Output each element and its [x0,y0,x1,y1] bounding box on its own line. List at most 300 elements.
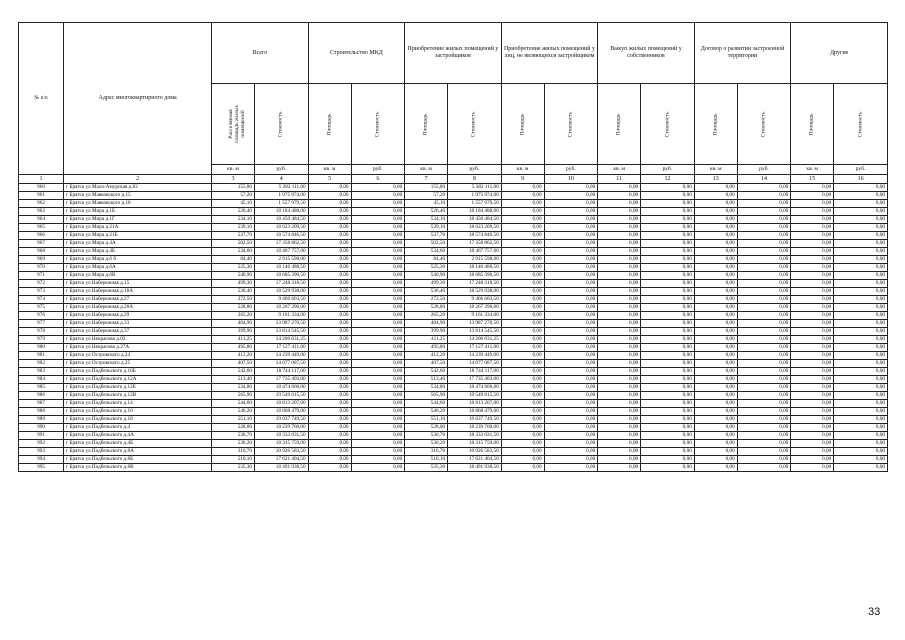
table-row [19,208,888,216]
row-cost-total: 18 450 484,50 [254,216,308,224]
row-value: 0,00 [544,440,598,448]
row-value: 0,00 [501,408,544,416]
row-value: 0,00 [737,232,791,240]
table-row [19,240,888,248]
row-value: 0,00 [598,280,641,288]
row-number: 991 [19,432,64,440]
header-cost: Стоимость [834,84,888,165]
row-number: 975 [19,304,64,312]
row-area-developer: 499,30 [405,280,448,288]
row-value: 0,00 [501,248,544,256]
table-row [19,200,888,208]
row-area-total: 526,40 [212,208,255,216]
row-value: 0,00 [351,224,405,232]
row-area-total: 411,25 [212,336,255,344]
row-address: г Братск ул Набережная д.33 [64,320,212,328]
row-value: 0,00 [737,424,791,432]
row-value: 0,00 [737,328,791,336]
row-value: 0,00 [737,312,791,320]
row-address: г Братск ул Маяковского д.15 [64,192,212,200]
row-value: 0,00 [351,344,405,352]
row-cost-developer: 18 813 207,00 [448,400,502,408]
row-number: 966 [19,232,64,240]
row-value: 0,00 [641,208,695,216]
row-area-developer: 530,70 [405,432,448,440]
row-value: 0,00 [598,368,641,376]
row-value: 0,00 [694,408,737,416]
row-value: 0,00 [544,224,598,232]
row-cost-developer: 18 239 760,00 [448,424,502,432]
row-cost-total: 18 239 760,00 [254,424,308,432]
row-value: 0,00 [641,280,695,288]
row-area-total: 540,90 [212,272,255,280]
row-cost-developer: 10 926 583,50 [448,448,502,456]
header-group-development-contract: Договор о развитии застроенной территории [694,23,791,84]
header-group-buyout: Выкуп жилых помещений у собственников [598,23,695,84]
row-value: 0,00 [598,264,641,272]
table-body [19,184,888,472]
row-value: 0,00 [501,216,544,224]
row-number: 963 [19,208,64,216]
row-number: 987 [19,400,64,408]
row-number: 960 [19,184,64,192]
row-address: г Братск ул Мира д.4А [64,240,212,248]
row-value: 0,00 [791,440,834,448]
row-value: 0,00 [694,320,737,328]
row-cost-total: 18 491 938,50 [254,464,308,472]
row-area-developer: 155,80 [405,184,448,192]
row-value: 0,00 [501,400,544,408]
row-value: 0,00 [544,320,598,328]
row-value: 0,00 [544,448,598,456]
table-row [19,432,888,440]
row-address: г Братск ул Набережная д.37 [64,328,212,336]
header-group-purchase-developer: Приобретение жилых помещений у застройщиков [405,23,502,84]
row-value: 0,00 [598,456,641,464]
row-cost-developer: 13 987 270,50 [448,320,502,328]
row-cost-developer: 14 239 449,00 [448,352,502,360]
row-value: 0,00 [308,272,351,280]
row-value: 0,00 [737,384,791,392]
row-value: 0,00 [737,456,791,464]
row-cost-developer: 18 623 209,50 [448,224,502,232]
row-value: 0,00 [694,368,737,376]
row-value: 0,00 [598,360,641,368]
header-cost: Стоимость [448,84,502,165]
row-number: 977 [19,320,64,328]
row-value: 0,00 [351,352,405,360]
row-area-developer: 411,25 [405,336,448,344]
row-value: 0,00 [737,184,791,192]
row-value: 0,00 [544,272,598,280]
row-value: 0,00 [737,240,791,248]
row-cost-developer: 19 037 749,50 [448,416,502,424]
row-value: 0,00 [308,360,351,368]
row-area-developer: 412,20 [405,352,448,360]
row-number: 971 [19,272,64,280]
column-number: 15 [791,175,834,184]
row-value: 0,00 [641,248,695,256]
row-cost-developer: 5 382 111,00 [448,184,502,192]
row-value: 0,00 [694,192,737,200]
row-value: 0,00 [694,432,737,440]
row-value: 0,00 [351,376,405,384]
row-value: 0,00 [501,384,544,392]
row-value: 0,00 [834,224,888,232]
row-value: 0,00 [544,240,598,248]
column-number: 6 [351,175,405,184]
row-value: 0,00 [641,368,695,376]
row-value: 0,00 [834,312,888,320]
row-area-developer: 495,80 [405,344,448,352]
row-address: г Братск ул Набережная д.27 [64,296,212,304]
row-address: г Братск ул Мира д.6А [64,264,212,272]
row-value: 0,00 [737,280,791,288]
row-area-total: 539,10 [212,224,255,232]
row-address: г Братск ул Подбельского д.18 [64,416,212,424]
row-value: 0,00 [501,296,544,304]
row-cost-developer: 18 474 666,00 [448,384,502,392]
row-number: 992 [19,440,64,448]
row-value: 0,00 [351,368,405,376]
row-value: 0,00 [641,376,695,384]
table-row [19,296,888,304]
row-value: 0,00 [598,192,641,200]
row-value: 0,00 [501,312,544,320]
table-row [19,392,888,400]
row-value: 0,00 [308,208,351,216]
row-value: 0,00 [791,360,834,368]
row-value: 0,00 [791,344,834,352]
row-cost-total: 18 184 488,00 [254,208,308,216]
row-area-developer: 551,10 [405,416,448,424]
table-row [19,440,888,448]
row-value: 0,00 [834,456,888,464]
table-row [19,216,888,224]
row-cost-developer: 17 735 403,00 [448,376,502,384]
row-value: 0,00 [308,376,351,384]
row-value: 0,00 [544,424,598,432]
row-address: г Братск ул Маяковского д.18 [64,200,212,208]
table-row [19,376,888,384]
row-address: г Братск ул Подбельского д.14 [64,400,212,408]
row-cost-total: 18 267 396,00 [254,304,308,312]
unit-cost: руб. [351,165,405,175]
table-row [19,232,888,240]
row-value: 0,00 [834,192,888,200]
row-value: 0,00 [791,400,834,408]
row-value: 0,00 [351,416,405,424]
row-value: 0,00 [308,184,351,192]
header-group-purchase-non-developer: Приобретение жилых помещений у лиц, не являющихся застройщиком [501,23,598,84]
row-cost-total: 19 549 015,50 [254,392,308,400]
row-cost-developer: 19 549 015,50 [448,392,502,400]
row-value: 0,00 [694,288,737,296]
row-area-total: 534,60 [212,248,255,256]
row-value: 0,00 [308,448,351,456]
row-value: 0,00 [834,296,888,304]
row-value: 0,00 [351,200,405,208]
row-value: 0,00 [351,288,405,296]
row-value: 0,00 [834,376,888,384]
table-row [19,464,888,472]
row-value: 0,00 [641,240,695,248]
row-value: 0,00 [737,368,791,376]
row-cost-developer: 17 248 318,50 [448,280,502,288]
row-value: 0,00 [351,216,405,224]
row-value: 0,00 [641,288,695,296]
row-number: 994 [19,456,64,464]
row-value: 0,00 [791,272,834,280]
row-cost-total: 10 926 583,50 [254,448,308,456]
row-value: 0,00 [641,432,695,440]
row-value: 0,00 [694,360,737,368]
row-value: 0,00 [694,312,737,320]
row-cost-total: 5 382 111,00 [254,184,308,192]
row-value: 0,00 [351,296,405,304]
page-number: 33 [868,606,881,618]
row-address: г Братск ул Подбельского д.4 [64,424,212,432]
header-cost: Стоимость [737,84,791,165]
row-area-developer: 565,90 [405,392,448,400]
row-value: 0,00 [598,392,641,400]
row-address: г Братск ул Набережная д.29 [64,312,212,320]
row-address: г Братск ул Мира д.1Г [64,216,212,224]
row-number: 976 [19,312,64,320]
row-value: 0,00 [834,416,888,424]
row-value: 0,00 [834,400,888,408]
row-area-developer: 265,20 [405,312,448,320]
unit-area: кв. м [501,165,544,175]
row-area-total: 525,30 [212,264,255,272]
row-area-total: 510,10 [212,456,255,464]
row-area-developer: 513,40 [405,376,448,384]
row-value: 0,00 [598,320,641,328]
row-cost-total: 17 248 318,50 [254,280,308,288]
header-address: Адрес многоквартирного дома [64,23,212,175]
row-number: 982 [19,360,64,368]
row-value: 0,00 [791,392,834,400]
row-area-total: 155,80 [212,184,255,192]
row-area-developer: 407,50 [405,360,448,368]
row-value: 0,00 [598,200,641,208]
row-value: 0,00 [598,184,641,192]
row-value: 0,00 [791,256,834,264]
unit-cost: руб. [254,165,308,175]
row-value: 0,00 [791,248,834,256]
row-value: 0,00 [641,328,695,336]
row-area-developer: 528,00 [405,424,448,432]
row-address: г Братск ул Подбельского д.12А [64,376,212,384]
row-value: 0,00 [501,192,544,200]
row-cost-total: 14 206 631,25 [254,336,308,344]
column-number: 8 [448,175,502,184]
row-value: 0,00 [598,352,641,360]
row-value: 0,00 [694,280,737,288]
column-number-row [19,175,888,184]
row-number: 967 [19,240,64,248]
row-number: 981 [19,352,64,360]
row-value: 0,00 [791,376,834,384]
row-value: 0,00 [501,288,544,296]
unit-cost: руб. [834,165,888,175]
row-number: 995 [19,464,64,472]
table-row [19,336,888,344]
column-number: 16 [834,175,888,184]
row-value: 0,00 [641,232,695,240]
column-number: 12 [641,175,695,184]
row-value: 0,00 [598,224,641,232]
table-row [19,272,888,280]
row-value: 0,00 [308,352,351,360]
header-cost: Стоимость [641,84,695,165]
row-area-developer: 530,20 [405,440,448,448]
header-area: Площадь [791,84,834,165]
row-value: 0,00 [544,216,598,224]
row-cost-developer: 17 621 404,50 [448,456,502,464]
row-value: 0,00 [308,384,351,392]
row-value: 0,00 [834,464,888,472]
table-row [19,184,888,192]
row-cost-developer: 1 557 979,50 [448,200,502,208]
column-number: 14 [737,175,791,184]
row-address: г Братск ул Подбельского д.12В [64,392,212,400]
row-cost-total: 18 315 759,00 [254,440,308,448]
row-value: 0,00 [834,360,888,368]
table-row [19,320,888,328]
row-area-total: 546,20 [212,408,255,416]
row-value: 0,00 [791,304,834,312]
row-value: 0,00 [694,376,737,384]
row-value: 0,00 [737,464,791,472]
row-value: 0,00 [501,360,544,368]
row-value: 0,00 [598,432,641,440]
row-area-total: 537,70 [212,232,255,240]
table-row [19,280,888,288]
row-value: 0,00 [737,392,791,400]
row-value: 0,00 [308,368,351,376]
header-group-other: Другие [791,23,888,84]
row-value: 0,00 [544,280,598,288]
row-cost-developer: 18 685 390,50 [448,272,502,280]
row-area-total: 404,90 [212,320,255,328]
column-number: 3 [212,175,255,184]
row-area-developer: 540,90 [405,272,448,280]
row-value: 0,00 [834,240,888,248]
row-value: 0,00 [791,352,834,360]
row-value: 0,00 [737,304,791,312]
row-value: 0,00 [351,272,405,280]
row-cost-total: 2 915 598,00 [254,256,308,264]
row-value: 0,00 [737,352,791,360]
row-number: 986 [19,392,64,400]
row-value: 0,00 [737,432,791,440]
row-value: 0,00 [834,184,888,192]
row-value: 0,00 [351,312,405,320]
row-value: 0,00 [501,376,544,384]
row-value: 0,00 [544,288,598,296]
row-value: 0,00 [737,376,791,384]
row-number: 962 [19,200,64,208]
row-value: 0,00 [641,384,695,392]
row-cost-total: 1 557 979,50 [254,200,308,208]
unit-area: кв. м [308,165,351,175]
row-value: 0,00 [501,464,544,472]
row-number: 973 [19,288,64,296]
row-value: 0,00 [598,288,641,296]
row-address: г Братск ул Набережная д.15 [64,280,212,288]
row-value: 0,00 [834,216,888,224]
row-address: г Братск ул Подбельского д.8В [64,464,212,472]
column-number: 5 [308,175,351,184]
row-address: г Братск ул Подбельского д.16 [64,408,212,416]
row-value: 0,00 [501,424,544,432]
row-cost-developer: 18 529 938,00 [448,288,502,296]
row-value: 0,00 [641,424,695,432]
row-number: 968 [19,248,64,256]
row-value: 0,00 [351,456,405,464]
row-value: 0,00 [544,416,598,424]
row-value: 0,00 [641,360,695,368]
header-cost: Стоимость [351,84,405,165]
table-row [19,192,888,200]
row-value: 0,00 [834,384,888,392]
row-area-developer: 510,10 [405,456,448,464]
header-area: Площадь [694,84,737,165]
row-value: 0,00 [544,432,598,440]
column-number: 13 [694,175,737,184]
row-value: 0,00 [308,464,351,472]
table-row [19,264,888,272]
row-value: 0,00 [694,336,737,344]
row-value: 0,00 [694,296,737,304]
row-cost-total: 18 813 207,00 [254,400,308,408]
row-value: 0,00 [737,192,791,200]
row-value: 0,00 [737,296,791,304]
row-value: 0,00 [351,392,405,400]
row-value: 0,00 [791,184,834,192]
row-area-total: 502,50 [212,240,255,248]
row-value: 0,00 [544,360,598,368]
column-number: 10 [544,175,598,184]
row-value: 0,00 [834,200,888,208]
row-value: 0,00 [791,416,834,424]
row-value: 0,00 [834,264,888,272]
row-area-developer: 404,90 [405,320,448,328]
row-number: 988 [19,408,64,416]
row-value: 0,00 [737,272,791,280]
row-value: 0,00 [737,408,791,416]
row-cost-total: 18 146 488,50 [254,264,308,272]
row-value: 0,00 [791,224,834,232]
row-value: 0,00 [791,320,834,328]
row-value: 0,00 [308,216,351,224]
row-value: 0,00 [694,264,737,272]
row-value: 0,00 [834,448,888,456]
row-value: 0,00 [834,248,888,256]
row-area-total: 499,30 [212,280,255,288]
row-value: 0,00 [598,304,641,312]
row-value: 0,00 [351,232,405,240]
header-area: Площадь [501,84,544,165]
row-cost-total: 13 987 270,50 [254,320,308,328]
row-address: г Братск ул Подбельского д.4Б [64,440,212,448]
row-value: 0,00 [791,240,834,248]
row-value: 0,00 [501,272,544,280]
row-address: г Братск ул Некрасова д.27А [64,344,212,352]
row-value: 0,00 [308,328,351,336]
row-value: 0,00 [308,408,351,416]
